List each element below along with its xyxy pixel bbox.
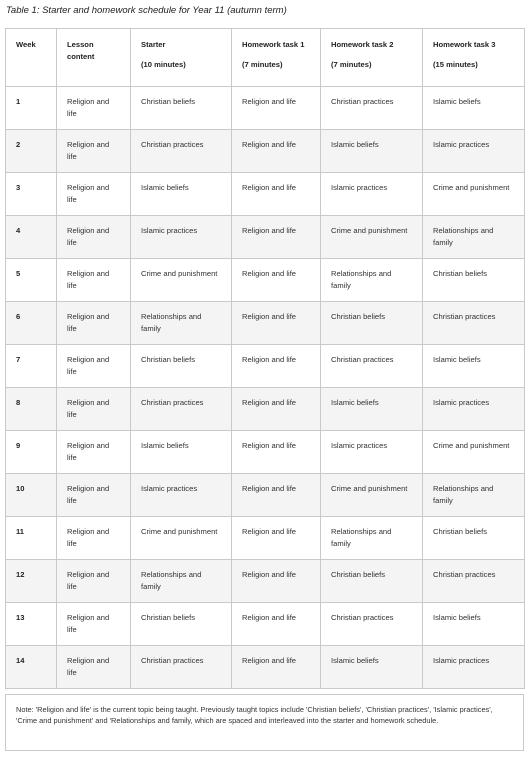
homework-1-cell: Religion and life — [232, 646, 321, 689]
homework-3-cell: Christian practices — [423, 302, 525, 345]
header-starter-duration: (10 minutes) — [141, 59, 186, 69]
lesson-content-cell: Religion and life — [57, 388, 131, 431]
homework-2-cell: Crime and punishment — [321, 474, 423, 517]
homework-3-cell: Islamic practices — [423, 130, 525, 173]
table-row — [6, 259, 525, 302]
header-lesson-content: Lesson content — [57, 29, 131, 87]
table-row — [6, 474, 525, 517]
homework-1-cell: Religion and life — [232, 517, 321, 560]
starter-cell: Crime and punishment — [131, 517, 232, 560]
homework-2-cell: Christian practices — [321, 87, 423, 130]
homework-3-cell: Christian beliefs — [423, 517, 525, 560]
homework-1-cell: Religion and life — [232, 130, 321, 173]
homework-1-cell: Religion and life — [232, 345, 321, 388]
header-homework-1: Homework task 1 (7 minutes) — [232, 29, 321, 87]
table-row — [6, 216, 525, 259]
homework-2-cell: Christian beliefs — [321, 302, 423, 345]
table-row — [6, 130, 525, 173]
table-row — [6, 345, 525, 388]
homework-2-cell: Christian practices — [321, 603, 423, 646]
homework-2-cell: Relationships and family — [321, 259, 423, 302]
homework-3-cell: Islamic beliefs — [423, 87, 525, 130]
homework-3-cell: Christian practices — [423, 560, 525, 603]
schedule-body — [6, 87, 525, 689]
table-row — [6, 173, 525, 216]
homework-3-cell: Islamic practices — [423, 388, 525, 431]
homework-2-cell: Relationships and family — [321, 517, 423, 560]
starter-cell: Islamic beliefs — [131, 173, 232, 216]
homework-2-cell: Crime and punishment — [321, 216, 423, 259]
homework-2-cell: Islamic beliefs — [321, 646, 423, 689]
starter-cell: Christian practices — [131, 388, 232, 431]
lesson-content-cell: Religion and life — [57, 603, 131, 646]
lesson-content-cell: Religion and life — [57, 474, 131, 517]
lesson-content-cell: Religion and life — [57, 560, 131, 603]
lesson-content-cell: Religion and life — [57, 431, 131, 474]
homework-3-cell: Relationships and family — [423, 474, 525, 517]
homework-3-cell: Crime and punishment — [423, 173, 525, 216]
table-note: Note: 'Religion and life' is the current topic being taught. Previously taught topics include 'Christian beliefs', 'Christian practices', 'Islamic practices', 'Crime and punishment' and 'Relationships and family, which are spaced and interleaved into the starter and homework schedule. — [5, 694, 524, 751]
homework-3-cell: Christian beliefs — [423, 259, 525, 302]
homework-2-cell: Islamic beliefs — [321, 130, 423, 173]
week-cell: 4 — [6, 216, 57, 259]
header-homework-2: Homework task 2 (7 minutes) — [321, 29, 423, 87]
week-cell: 9 — [6, 431, 57, 474]
homework-1-cell: Religion and life — [232, 431, 321, 474]
week-cell: 13 — [6, 603, 57, 646]
starter-cell: Relationships and family — [131, 302, 232, 345]
header-homework-1-duration: (7 minutes) — [242, 59, 283, 69]
homework-3-cell: Relationships and family — [423, 216, 525, 259]
starter-cell: Christian beliefs — [131, 87, 232, 130]
table-row — [6, 517, 525, 560]
homework-1-cell: Religion and life — [232, 388, 321, 431]
lesson-content-cell: Religion and life — [57, 216, 131, 259]
table-caption: Table 1: Starter and homework schedule for Year 11 (autumn term) — [6, 5, 287, 16]
homework-1-cell: Religion and life — [232, 259, 321, 302]
lesson-content-cell: Religion and life — [57, 173, 131, 216]
week-cell: 10 — [6, 474, 57, 517]
starter-cell: Islamic beliefs — [131, 431, 232, 474]
homework-1-cell: Religion and life — [232, 603, 321, 646]
starter-cell: Christian beliefs — [131, 603, 232, 646]
starter-cell: Relationships and family — [131, 560, 232, 603]
week-cell: 12 — [6, 560, 57, 603]
lesson-content-cell: Religion and life — [57, 302, 131, 345]
table-row — [6, 388, 525, 431]
lesson-content-cell: Religion and life — [57, 646, 131, 689]
homework-1-cell: Religion and life — [232, 173, 321, 216]
week-cell: 8 — [6, 388, 57, 431]
header-week: Week — [6, 29, 57, 87]
header-homework-2-duration: (7 minutes) — [331, 59, 372, 69]
homework-3-cell: Crime and punishment — [423, 431, 525, 474]
table-row — [6, 603, 525, 646]
lesson-content-cell: Religion and life — [57, 345, 131, 388]
lesson-content-cell: Religion and life — [57, 87, 131, 130]
week-cell: 11 — [6, 517, 57, 560]
homework-2-cell: Islamic beliefs — [321, 388, 423, 431]
table-row — [6, 302, 525, 345]
schedule-table — [5, 28, 525, 689]
header-homework-3: Homework task 3 (15 minutes) — [423, 29, 525, 87]
lesson-content-cell: Religion and life — [57, 130, 131, 173]
header-homework-3-duration: (15 minutes) — [433, 59, 478, 69]
homework-1-cell: Religion and life — [232, 87, 321, 130]
starter-cell: Christian practices — [131, 130, 232, 173]
lesson-content-cell: Religion and life — [57, 259, 131, 302]
homework-2-cell: Islamic practices — [321, 173, 423, 216]
homework-3-cell: Islamic beliefs — [423, 603, 525, 646]
starter-cell: Christian practices — [131, 646, 232, 689]
starter-cell: Islamic practices — [131, 474, 232, 517]
homework-2-cell: Christian beliefs — [321, 560, 423, 603]
lesson-content-cell: Religion and life — [57, 517, 131, 560]
week-cell: 7 — [6, 345, 57, 388]
starter-cell: Crime and punishment — [131, 259, 232, 302]
week-cell: 2 — [6, 130, 57, 173]
table-row — [6, 431, 525, 474]
homework-2-cell: Christian practices — [321, 345, 423, 388]
table-row — [6, 87, 525, 130]
table-row — [6, 646, 525, 689]
homework-3-cell: Islamic practices — [423, 646, 525, 689]
week-cell: 5 — [6, 259, 57, 302]
week-cell: 1 — [6, 87, 57, 130]
header-row — [6, 29, 525, 87]
week-cell: 14 — [6, 646, 57, 689]
homework-3-cell: Islamic beliefs — [423, 345, 525, 388]
starter-cell: Islamic practices — [131, 216, 232, 259]
homework-1-cell: Religion and life — [232, 302, 321, 345]
week-cell: 3 — [6, 173, 57, 216]
starter-cell: Christian beliefs — [131, 345, 232, 388]
homework-1-cell: Religion and life — [232, 216, 321, 259]
header-starter: Starter (10 minutes) — [131, 29, 232, 87]
week-cell: 6 — [6, 302, 57, 345]
homework-1-cell: Religion and life — [232, 474, 321, 517]
homework-1-cell: Religion and life — [232, 560, 321, 603]
homework-2-cell: Islamic practices — [321, 431, 423, 474]
table-row — [6, 560, 525, 603]
